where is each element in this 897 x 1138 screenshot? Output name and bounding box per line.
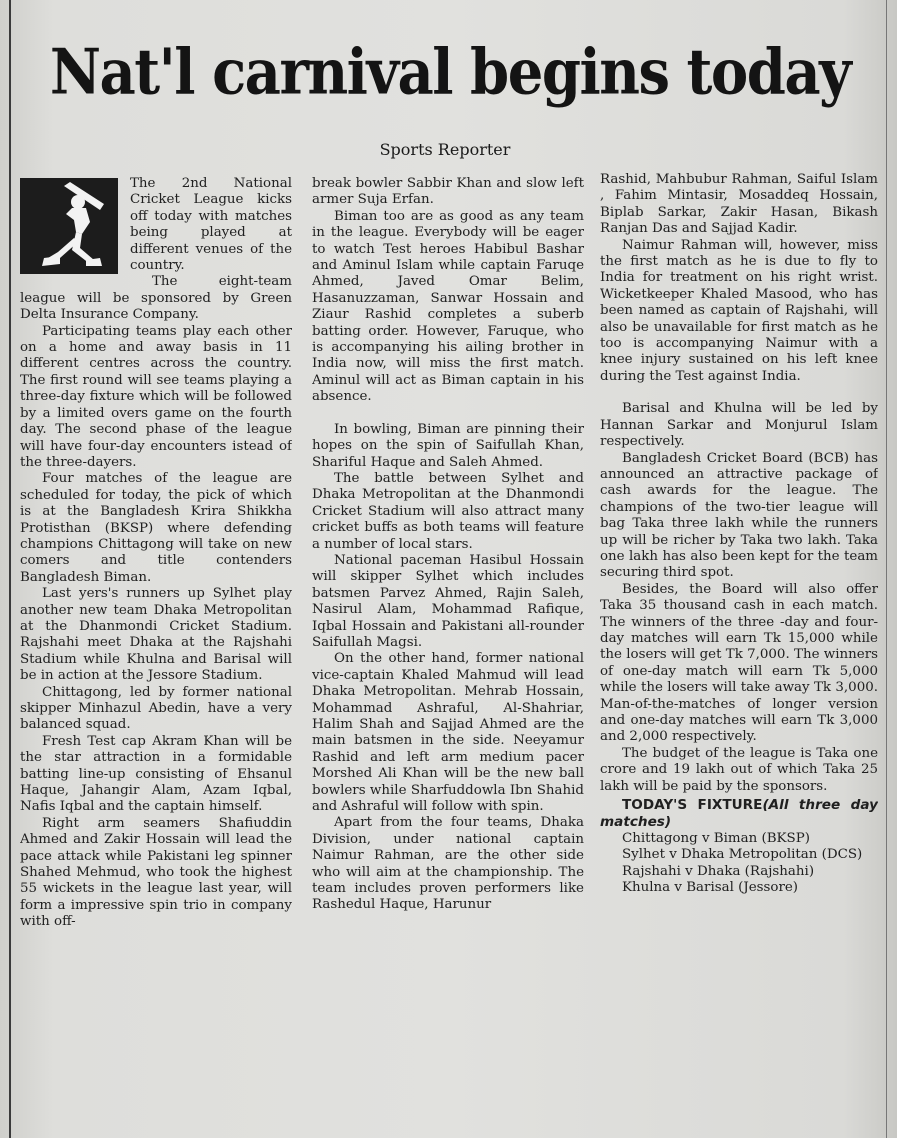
- fixture-item: Khulna v Barisal (Jessore): [622, 880, 798, 896]
- paragraph: The budget of the league is Taka one crore and 19 lakh out of which Taka 25 lakh will be paid by the sponsors.: [600, 745, 878, 794]
- paragraph: Naimur Rahman will, however, miss the first match as he is due to fly to India for treatment on his right wrist. Wicketkeeper Khaled Masood, who has been named as captain of Rajshahi, will also be unavailable for first match as he too is accompanying Naimur with a knee injury sustained on his left knee during the Test against India.: [600, 237, 878, 384]
- column-rule-left: [9, 0, 11, 1138]
- paragraph: The battle between Sylhet and Dhaka Metropolitan at the Dhanmondi Cricket Stadium will also attract many cricket buffs as both teams will feature a number of local stars.: [312, 470, 584, 552]
- article-column-2: [312, 176, 584, 1134]
- fixture-heading: [600, 797, 878, 831]
- byline: Sports Reporter: [379, 140, 511, 159]
- paragraph: Besides, the Board will also offer Taka 35 thousand cash in each match. The winners of the three -day and four-day matches will earn Tk 15,000 while the losers will get Tk 7,000. The winners of one-day match will earn Tk 5,000 while the losers will take away Tk 3,000. Man-of-the-matches of longer version and one-day matches will earn Tk 3,000 and 2,000 respectively.: [600, 581, 878, 745]
- paragraph: The eight-team league will be sponsored by Green Delta Insurance Company.: [20, 274, 292, 323]
- paragraph: Participating teams play each other on a home and away basis in 11 different centres across the country. The first round will see teams playing a three-day fixture which will be followed by a limited overs game on the fourth day. The second phase of the league will have four-day encounters istead of the three-dayers.: [20, 323, 292, 470]
- paragraph: National paceman Hasibul Hossain will skipper Sylhet which includes batsmen Parvez Ahmed, Rajin Saleh, Nasirul Alam, Mohammad Rafique, Iqbal Hossain and Pakistani all-rounder Saifullah Magsi.: [312, 552, 584, 650]
- fixture-item: Sylhet v Dhaka Metropolitan (DCS): [622, 847, 863, 863]
- paragraph: On the other hand, former national vice-captain Khaled Mahmud will lead Dhaka Metropolitan. Mehrab Hossain, Mohammad Ashraful, Al-Shahriar, Halim Shah and Sajjad Ahmed are the main batsmen in the side. Neeyamur Rashid and left arm medium pacer Morshed Ali Khan will be the new ball bowlers while Sharfuddowla Ibn Shahid and Ashraful will follow with spin.: [312, 651, 584, 815]
- fixture-heading-main: TODAY'S FIXTURE: [622, 797, 763, 814]
- paragraph: Four matches of the league are scheduled for today, the pick of which is at the Bangladesh Krira Shikkha Protisthan (BKSP) where defending champions Chittagong will take on new comers and title contenders Bangladesh Biman.: [20, 471, 292, 585]
- fixture-list: [600, 831, 878, 897]
- fixture-item: Rajshahi v Dhaka (Rajshahi): [622, 863, 815, 879]
- paragraph: Biman too are as good as any team in the league. Everybody will be eager to watch Test heroes Habibul Bashar and Aminul Islam while captain Faruqe Ahmed, Javed Omar Belim, Hasanuzzaman, Sanwar Hossain and Ziaur Rashid completes a suberb batting order. However, Faruque, who is accompanying his ailing brother in India now, will miss the first match. Aminul will act as Biman captain in his absence.: [312, 208, 584, 405]
- article-column-3: [600, 172, 878, 1130]
- paragraph: Fresh Test cap Akram Khan will be the star attraction in a formidable batting line-up consisting of Ehsanul Haque, Jahangir Alam, Azam Iqbal, Nafis Iqbal and the captain himself.: [20, 733, 292, 815]
- paragraph: Bangladesh Cricket Board (BCB) has announced an attractive package of cash awards for the league. The champions of the two-tier league will bag Taka three lakh while the runners up will be richer by Taka two lakh. Taka one lakh has also been kept for the team securing third spot.: [600, 450, 878, 581]
- cricket-batsman-icon: [20, 178, 118, 274]
- headline: Nat'l carnival begins today: [49, 35, 851, 109]
- paragraph: Rashid, Mahbubur Rahman, Saiful Islam , Fahim Mintasir, Mosaddeq Hossain, Biplab Sarkar, Zakir Hasan, Bikash Ranjan Das and Sajjad Kadir.: [600, 172, 878, 237]
- paragraph: Apart from the four teams, Dhaka Division, under national captain Naimur Rahman, are the other side who will aim at the championship. The team includes proven performers like Rashedul Haque, Harunur: [312, 815, 584, 913]
- paragraph: Barisal and Khulna will be led by Hannan Sarkar and Monjurul Islam respectively.: [600, 401, 878, 450]
- paragraph: break bowler Sabbir Khan and slow left armer Suja Erfan.: [312, 176, 584, 208]
- fixture-item: Chittagong v Biman (BKSP): [622, 831, 810, 847]
- paragraph: Right arm seamers Shafiuddin Ahmed and Zakir Hossain will lead the pace attack while Pakistani leg spinner Shahed Mehmud, who took the highest 55 wickets in the league last year, will form a impressive spin trio in company with off-: [20, 815, 292, 930]
- paragraph: The 2nd National Cricket League kicks off today with matches being played at different venues of the country.: [130, 176, 292, 274]
- paragraph: Last yers's runners up Sylhet play another new team Dhaka Metropolitan at the Dhanmondi Cricket Stadium. Rajshahi meet Dhaka at the Rajshahi Stadium while Khulna and Barisal will be in action at the Jessore Stadium.: [20, 586, 292, 684]
- fixture-heading-note: (All three day matches): [600, 797, 878, 831]
- paragraph: In bowling, Biman are pinning their hopes on the spin of Saifullah Khan, Shariful Haque and Saleh Ahmed.: [312, 421, 584, 470]
- paragraph: Chittagong, led by former national skipper Minhazul Abedin, have a very balanced squad.: [20, 684, 292, 733]
- column-rule-right: [886, 0, 887, 1138]
- article-column-1: [20, 176, 292, 1134]
